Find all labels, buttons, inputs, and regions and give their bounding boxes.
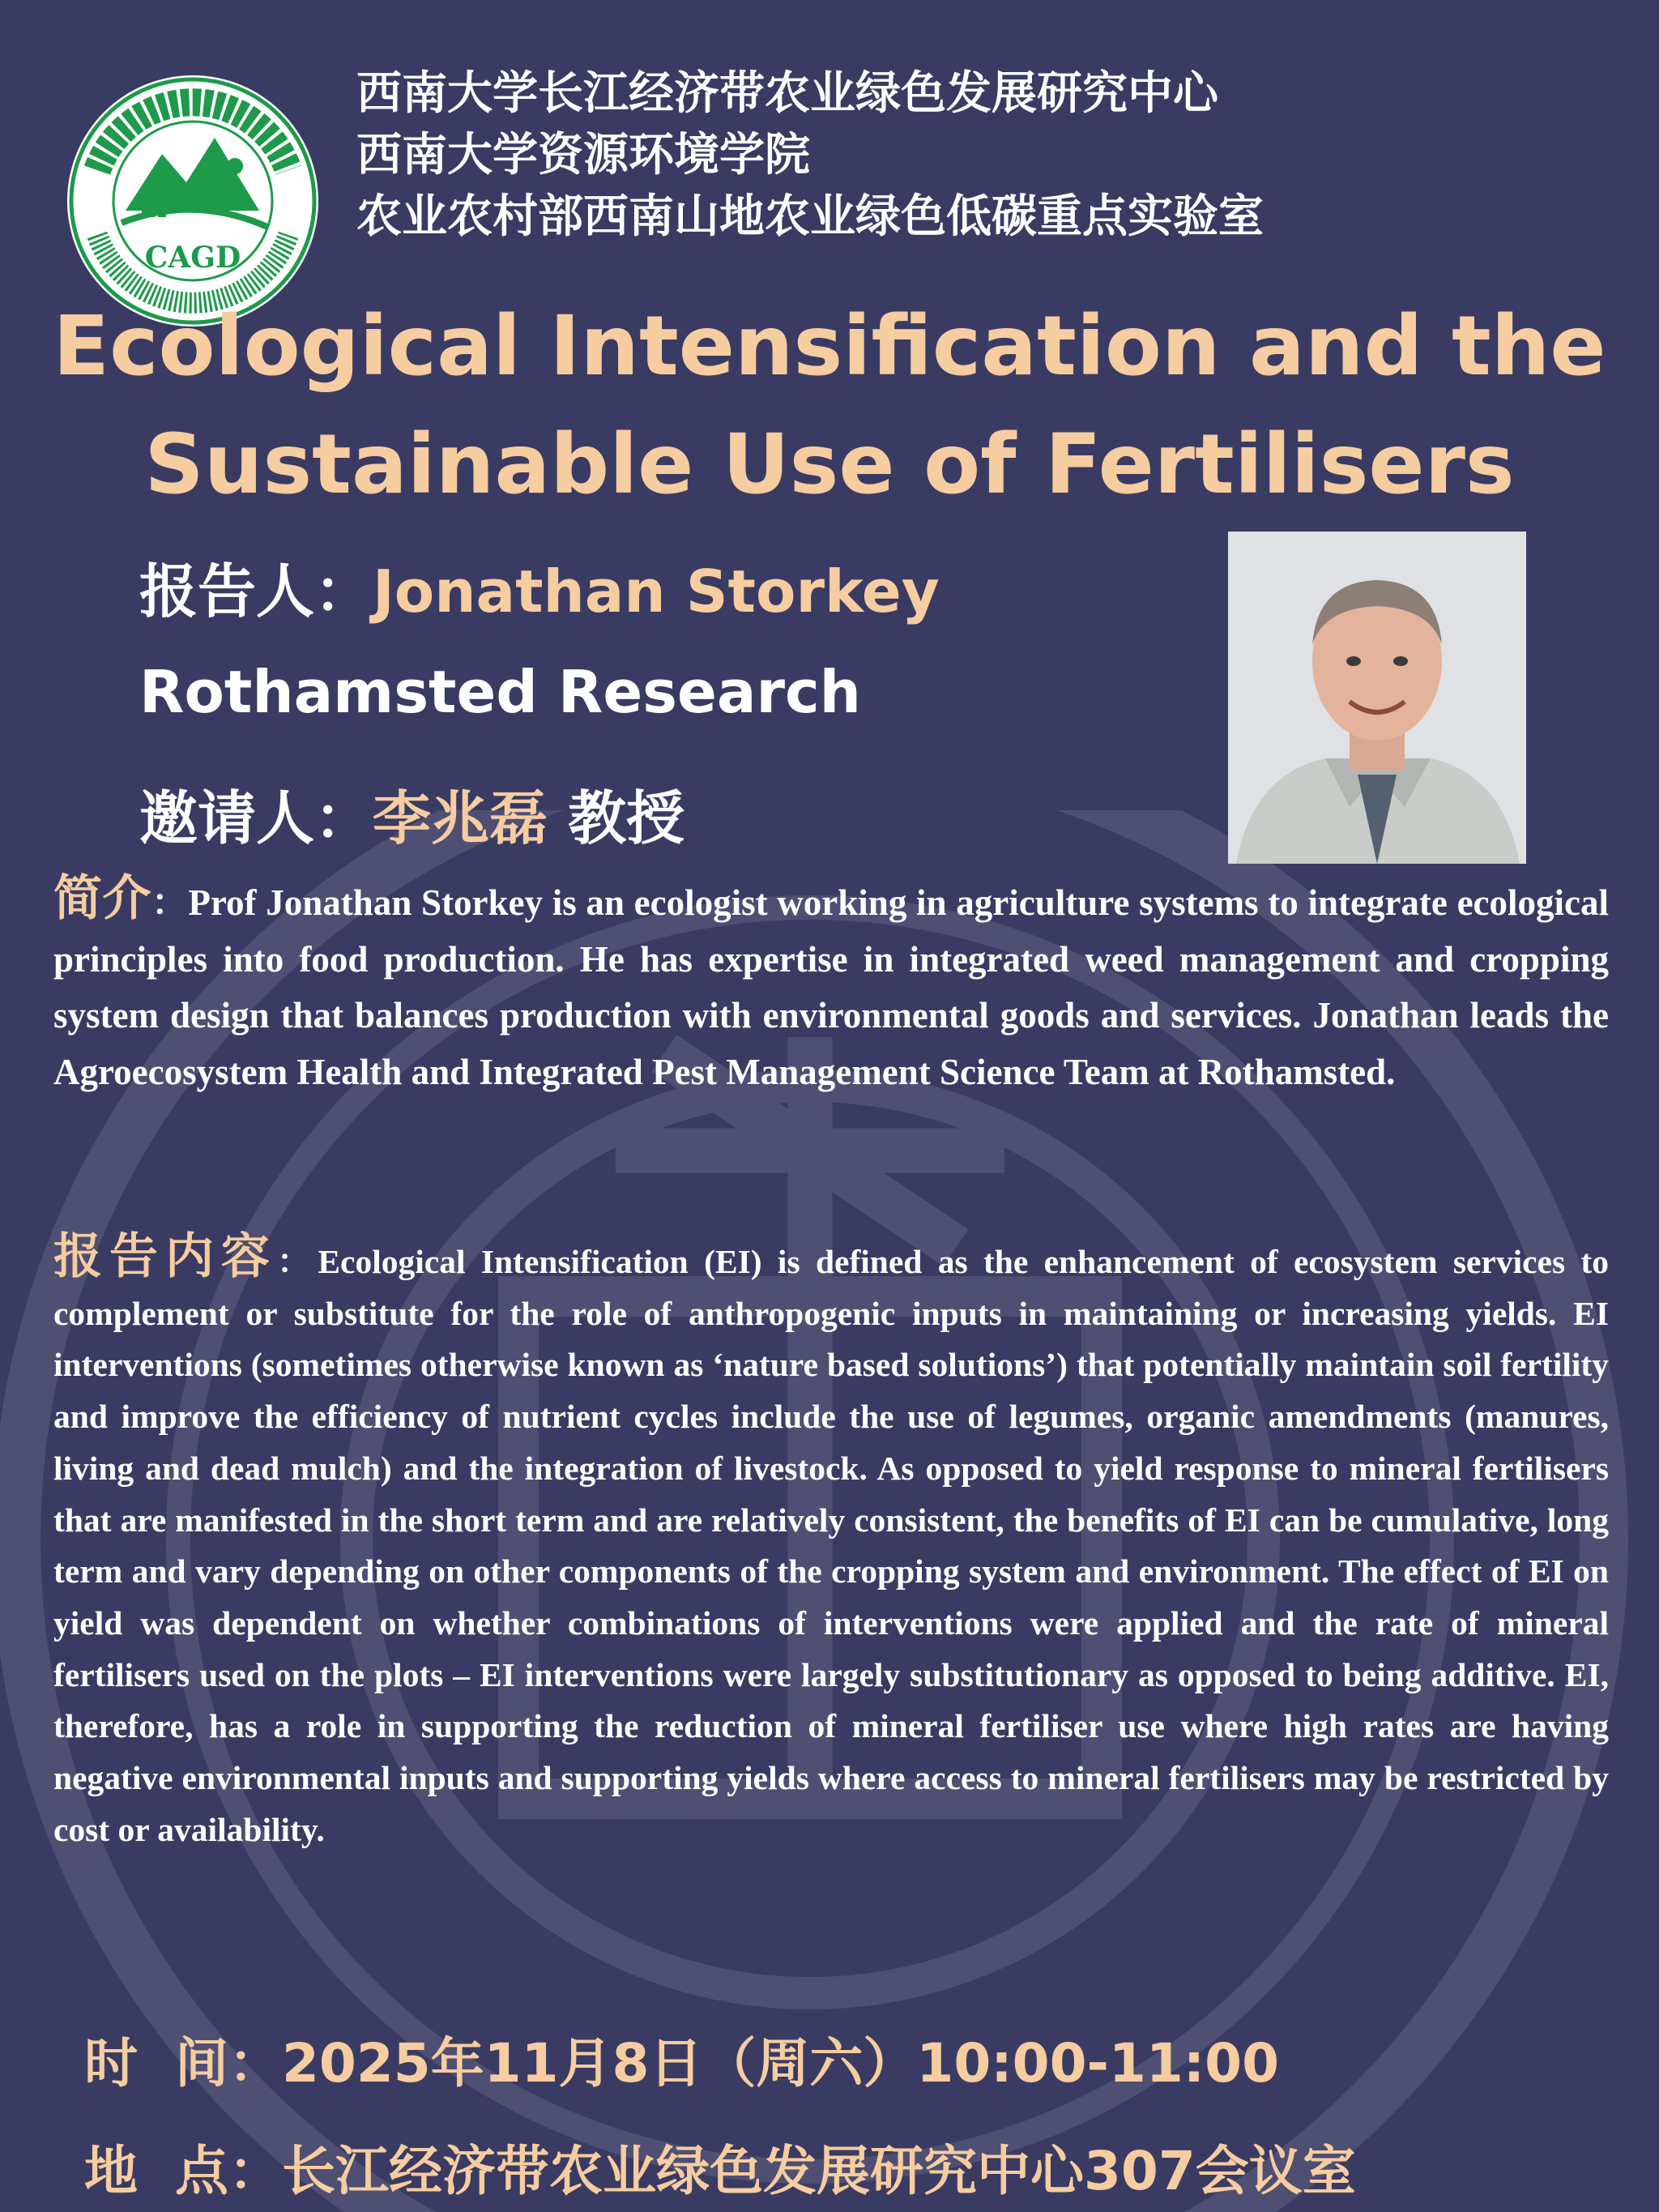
time-row: [84, 2020, 1279, 2097]
speaker-photo: [1228, 532, 1526, 864]
speaker-name: Jonathan Storkey: [373, 557, 940, 626]
place-value: 长江经济带农业绿色发展研究中心307会议室: [281, 2140, 1356, 2202]
organizer-line-2: 西南大学资源环境学院: [356, 129, 810, 181]
title-line-1: Ecological Intensification and the: [53, 298, 1606, 395]
organizer-list: [356, 63, 1620, 248]
speaker-affiliation: Rothamsted Research: [139, 658, 861, 726]
place-label: 地 点：: [84, 2140, 282, 2202]
inviter-row: [139, 771, 684, 856]
content-text: Ecological Intensification (EI) is defined as the enhancement of ecosystem services to complement or substitute for the role of anthropogenic inputs in maintaining or increasing yields. EI interventions (sometimes otherwise known as ‘nature based solutions’) that potentially maintain soil fertility and improve the efficiency of nutrient cycles include the use of legumes, organic amendments (manures, living and dead mulch) and the integration of livestock. As opposed to yield response to mineral fertilisers that are manifested in the short term and are relatively consistent, the benefits of EI can be cumulative, long term and vary depending on other components of the cropping system and environment. The effect of EI on yield was dependent on whether combinations of interventions were applied and the rate of mineral fertilisers used on the plots – EI interventions were largely substitutionary as opposed to being additive. EI, therefore, has a role in supporting the reduction of mineral fertiliser use where high rates are having negative environmental inputs and supporting yields where access to mineral fertilisers may be restricted by cost or availability.: [53, 1243, 1610, 1848]
speaker-row: [139, 544, 940, 629]
intro-colon: ：: [151, 882, 189, 923]
content-colon: ：: [276, 1243, 318, 1280]
content-section: [53, 1228, 1610, 1855]
inviter-label: 邀请人：: [139, 784, 373, 852]
speaker-label: 报告人：: [139, 557, 373, 626]
content-label: 报告内容: [53, 1228, 277, 1285]
organizer-line-1: 西南大学长江经济带农业绿色发展研究中心: [356, 67, 1218, 120]
intro-text: Prof Jonathan Storkey is an ecologist working in agriculture systems to integrate ecological principles into food production. He has expertise in integrated weed management and cropping system design that balances production with environmental goods and services. Jonathan leads the Agroecosystem Health and Integrated Pest Management Science Team at Rothamsted.: [53, 882, 1610, 1092]
time-label: 时 间：: [84, 2032, 282, 2095]
lecture-title: [32, 288, 1627, 524]
intro-label: 简介: [53, 870, 151, 927]
title-line-2: Sustainable Use of Fertilisers: [144, 416, 1515, 513]
organizer-line-3: 农业农村部西南山地农业绿色低碳重点实验室: [356, 190, 1264, 243]
time-value: 2025年11月8日（周六）10:00-11:00: [281, 2032, 1279, 2095]
place-row: [84, 2128, 1356, 2205]
logo-abbr: CAGD: [144, 241, 241, 275]
inviter-title: 教授: [548, 784, 685, 852]
inviter-name: 李兆磊: [373, 784, 548, 852]
intro-section: [53, 871, 1609, 1100]
